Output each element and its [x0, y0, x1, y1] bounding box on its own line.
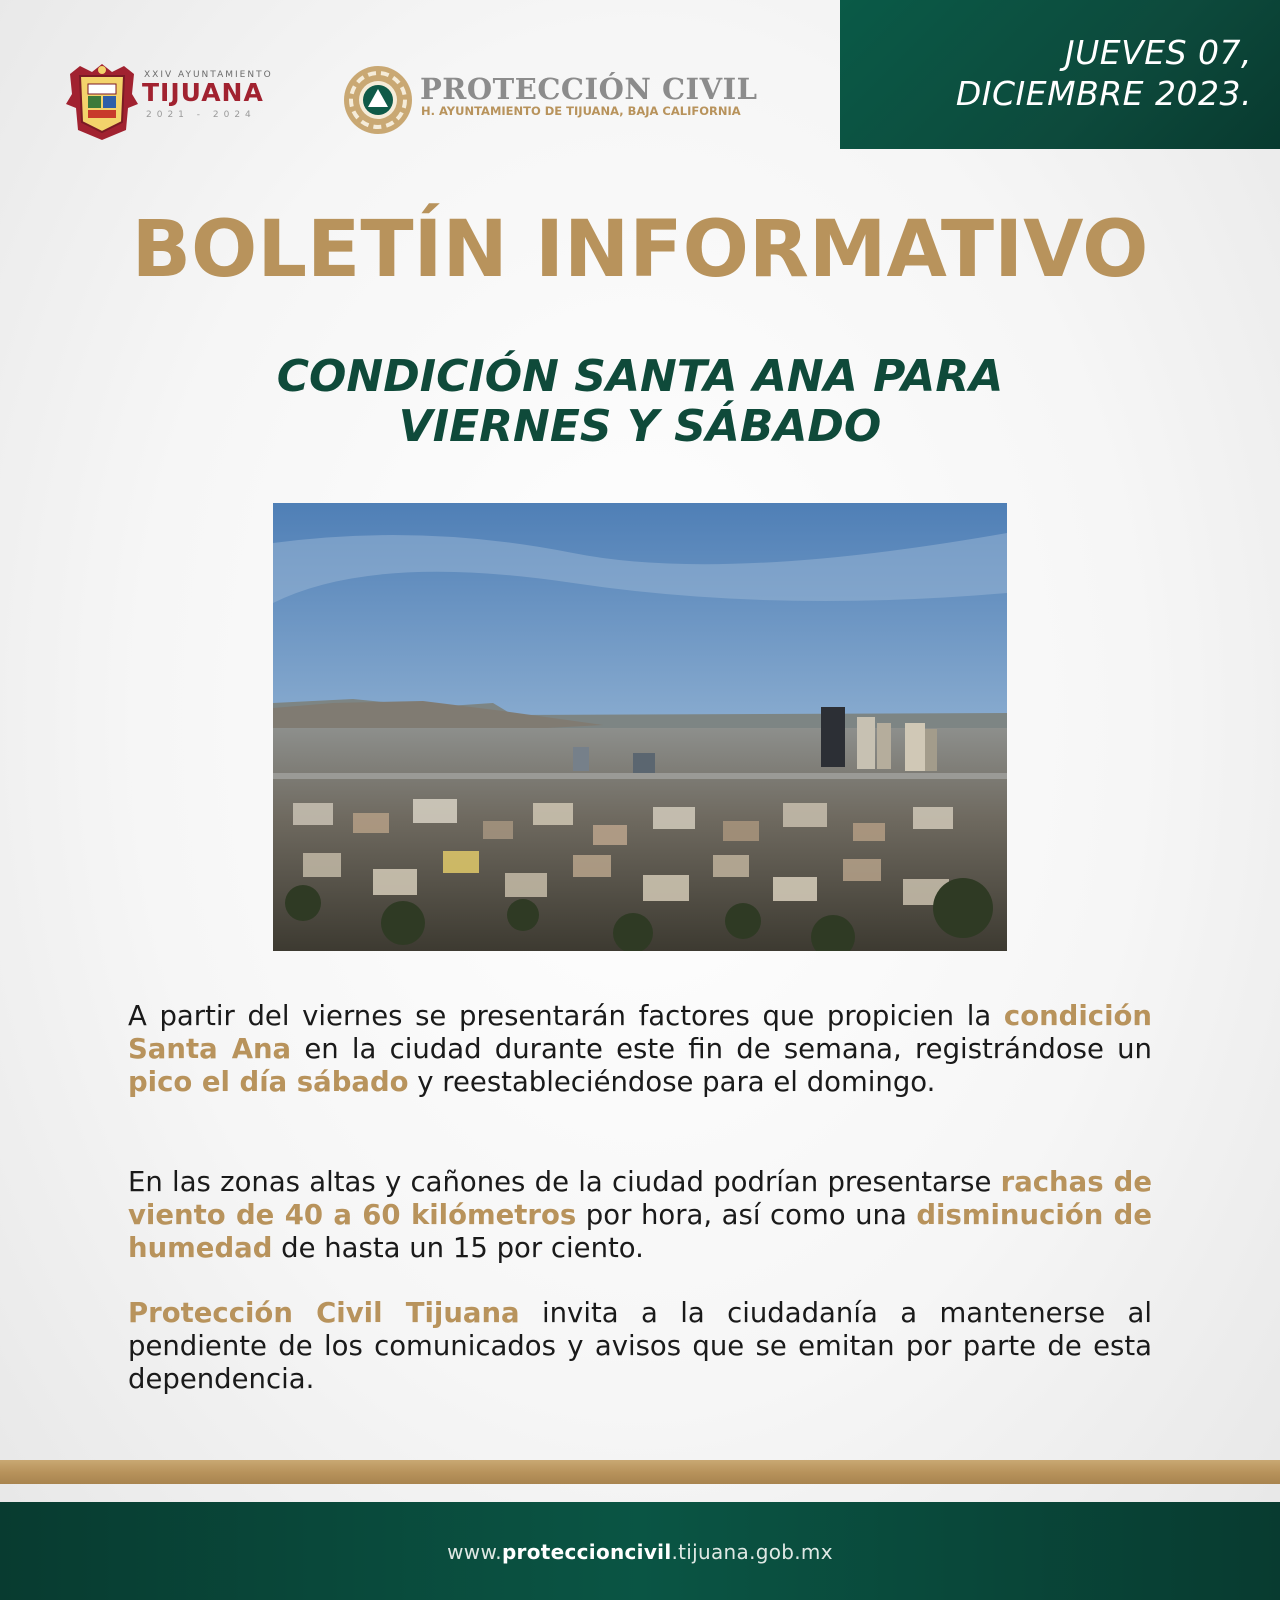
page-title: BOLETÍN INFORMATIVO [131, 205, 1149, 295]
footer-url-prefix: www. [447, 1540, 502, 1564]
paragraph-2-text-2: por hora, así como una [576, 1199, 917, 1231]
tijuana-logo [66, 64, 286, 140]
date-box [840, 0, 1280, 149]
paragraph-1 [128, 1000, 1152, 1099]
proteccion-civil-logo [342, 64, 772, 140]
paragraph-2-highlight-2: disminución de humedad [128, 1199, 1153, 1264]
paragraph-2-text-3: de hasta un 15 por ciento. [272, 1232, 644, 1264]
paragraph-2-highlight-1: rachas de viento de 40 a 60 kilómetros [128, 1166, 1152, 1231]
paragraph-3-highlight-1: Protección Civil Tijuana [128, 1297, 520, 1329]
proteccion-civil-emblem-icon [342, 64, 414, 136]
paragraph-2 [128, 1166, 1152, 1265]
city-skyline-image [273, 503, 1007, 951]
proteccion-civil-title: PROTECCIÓN CIVIL [420, 72, 758, 106]
footer [0, 1502, 1280, 1600]
tijuana-logo-name: TIJUANA [142, 78, 264, 107]
gold-divider [0, 1460, 1280, 1484]
date-line-1: JUEVES 07, [1064, 33, 1252, 72]
paragraph-1-highlight-2: pico el día sábado [128, 1066, 409, 1098]
headline-line-1: CONDICIÓN SANTA ANA PARA [276, 351, 1004, 402]
city-photo [273, 503, 1007, 951]
footer-url-bold: proteccioncivil [501, 1540, 672, 1564]
footer-url-suffix: .tijuana.gob.mx [671, 1540, 833, 1564]
paragraph-3 [128, 1297, 1152, 1396]
tijuana-coat-of-arms-icon [66, 64, 138, 140]
paragraph-3-text-1: invita a la ciudadanía a mantenerse al pendiente de los comunicados y avisos que se emitan por parte de esta dependencia. [128, 1297, 1152, 1395]
tijuana-logo-small-text: XXIV AYUNTAMIENTO [144, 70, 273, 80]
paragraph-1-text-3: y reestableciéndose para el domingo. [408, 1066, 936, 1098]
paragraph-2-text-1: En las zonas altas y cañones de la ciudad podrían presentarse [128, 1166, 1001, 1198]
proteccion-civil-subtitle: H. AYUNTAMIENTO DE TIJUANA, BAJA CALIFORNIA [421, 104, 741, 118]
paragraph-1-text-2: en la ciudad durante este fin de semana, registrándose un [291, 1033, 1152, 1065]
paragraph-1-highlight-1: condición Santa Ana [128, 1000, 1152, 1065]
footer-url[interactable] [0, 1540, 1280, 1564]
tijuana-logo-years: 2021 - 2024 [146, 110, 256, 120]
paragraph-1-text-1: A partir del viernes se presentarán factores que propicien la [128, 1000, 1004, 1032]
headline [0, 352, 1280, 452]
date-line-2: DICIEMBRE 2023. [955, 74, 1252, 113]
headline-line-2: VIERNES Y SÁBADO [398, 401, 882, 452]
